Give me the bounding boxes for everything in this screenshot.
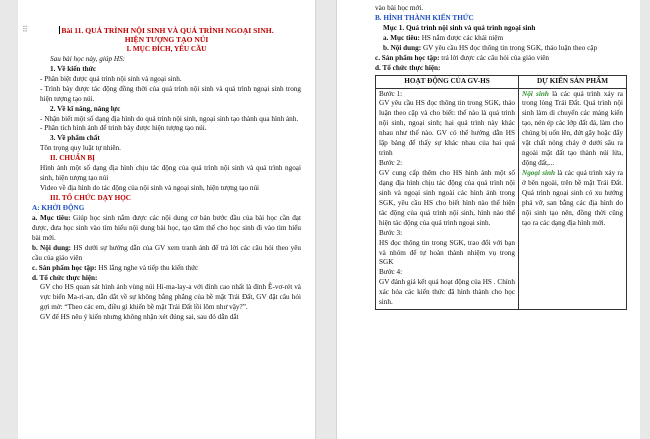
table-cell-line: Nội sinh là các quá trình xảy ra trong lòng Trái Đất. Quá trình nội sinh làm di chuyển các mảng kiến tạo, nén ép các lớp đất đá, làm cho chúng bị uốn lên, đứt gãy hoặc đẩy vật chất nóng chảy ở dưới sâu ra ngoài mặt đất tạo thành núi lửa, động đất,... xyxy=(522,89,623,168)
subheading: 3. Về phẩm chất xyxy=(50,134,100,143)
paragraph: GV để HS nêu ý kiến nhưng không nhận xét đúng sai, sau đó dẫn dắt xyxy=(40,313,239,322)
paragraph: b. Nội dung: GV yêu cầu HS đọc thông tin trong SGK, thảo luận theo cặp xyxy=(383,43,598,52)
table-cell-line: Bước 2: xyxy=(379,159,403,168)
drag-handle-icon[interactable]: ⠿ xyxy=(22,25,29,34)
table-cell-expected-product xyxy=(519,88,627,310)
paragraph: c. Sản phẩm học tập: HS lắng nghe và tiếp thu kiến thức xyxy=(32,263,199,272)
table-header-cell: HOẠT ĐỘNG CỦA GV-HS xyxy=(376,75,519,88)
table-cell-line: Ngoại sinh là các quá trình xảy ra ở bên ngoài, trên bề mặt Trái Đất. Quá trình ngoại sinh có xu hướng phá vỡ, san bằng các địa hình do nội sinh tạo nên, đồng thời cũng tạo ra các dạng địa hình mới. xyxy=(522,169,623,227)
paragraph: a. Mục tiêu: Giúp học sinh nắm được các nội dung cơ bản bước đầu của bài học cần đạt được, đưa học sinh vào tìm hiểu nội dung bài học, tạo tâm thế cho học sinh đi vào tìm hiểu bài mới. xyxy=(32,213,301,242)
table-row xyxy=(376,88,627,310)
paragraph: vào bài học mới. xyxy=(375,4,424,12)
table-cell-line: Bước 3: xyxy=(379,228,403,237)
paragraph: d. Tổ chức thực hiện: xyxy=(32,273,98,282)
paragraph: Hình ảnh một số dạng địa hình chịu tác động của quá trình nội sinh và quá trình ngoại sinh, hiện tượng tạo núi xyxy=(40,164,301,183)
section-heading: B. HÌNH THÀNH KIẾN THỨC xyxy=(375,13,474,22)
table-cell-line: Bước 4: xyxy=(379,268,403,277)
table-header-row xyxy=(376,75,627,88)
table-cell-line: HS đọc thông tin trong SGK, trao đổi với bạn và nhóm để tự hoàn thành nhiệm vụ trong SGK xyxy=(379,238,515,267)
subheading: 2. Về kĩ năng, năng lực xyxy=(50,104,121,113)
table-cell-activity xyxy=(376,88,519,310)
section-heading: III. TỔ CHỨC DẠY HỌC xyxy=(50,194,131,203)
subheading: Mục 1. Quá trình nội sinh và quá trình ngoại sinh xyxy=(383,23,536,32)
subheading: 1. Về kiến thức xyxy=(50,64,97,73)
section-heading: A: KHỞI ĐỘNG xyxy=(32,203,85,212)
activity-table xyxy=(375,75,627,311)
paragraph: - Nhận biết một số dạng địa hình do quá trình nội sinh, ngoại sinh tạo thành qua hình ảnh. xyxy=(40,114,299,123)
paragraph: c. Sản phẩm học tập: trả lời được các câu hỏi của giáo viên xyxy=(375,53,549,62)
table-cell-line: GV cung cấp thêm cho HS hình ảnh một số dạng địa hình chịu tác động của quá trình nội sinh và ngoại sinh ngoài các hình ảnh trong SGK, yêu cầu HS cho biết hình nào thể hiện tác động của quá trình nội sinh, hình nào thể hiện tác động của quá trình ngoại sinh. xyxy=(379,169,515,227)
section-heading: I. MỤC ĐÍCH, YÊU CẦU xyxy=(126,44,207,53)
table-header-cell: DỰ KIẾN SẢN PHẨM xyxy=(519,75,627,88)
section-heading: II. CHUẨN BỊ xyxy=(50,154,95,163)
paragraph: Sau bài học này, giúp HS: xyxy=(50,54,126,63)
paragraph: b. Nội dung: HS dưới sự hướng dẫn của GV xem tranh ảnh để trả lời các câu hỏi theo yêu cầu của giáo viên xyxy=(32,243,301,262)
paragraph: GV cho HS quan sát hình ảnh vùng núi Hi-ma-lay-a với đỉnh cao nhất là đỉnh Ê-vơ-rét và vực biển Ma-ri-an, dẫn dắt về sự không bằng phẳng của bề mặt Trái Đất, GV đặt câu hỏi gợi mở: “Theo các em, điều gì khiến bề mặt Trái Đất lồi lõm như vậy?”. xyxy=(40,283,301,312)
table-cell-line: Bước 1: xyxy=(379,89,403,98)
paragraph: - Phân biệt được quá trình nội sinh và ngoại sinh. xyxy=(40,74,182,83)
paragraph: - Trình bày được tác động đồng thời của quá trình nội sinh và quá trình ngoại sinh trong hiện tượng tạo núi. xyxy=(40,84,301,103)
paragraph: - Phân tích hình ảnh để trình bày được hiện tượng tạo núi. xyxy=(40,124,207,133)
table-cell-line: GV yêu cầu HS đọc thông tin trong SGK, thảo luận theo cặp và cho biết: thế nào là quá trình nội sinh, ngoại sinh; hai quá trình này khác nhau như thế nào. GV có thể hướng dẫn HS lập bảng để thấy sự khác nhau của hai quá trình xyxy=(379,99,515,158)
document-page-left xyxy=(18,0,316,439)
lesson-title: Bài 11. QUÁ TRÌNH NỘI SINH VÀ QUÁ TRÌNH NGOẠI SINH. HIỆN TƯỢNG TẠO NÚI xyxy=(61,26,274,45)
paragraph: Video về địa hình do tác động của nội sinh và ngoại sinh, hiện tượng tạo núi xyxy=(40,184,260,193)
paragraph: Tôn trọng quy luật tự nhiên. xyxy=(40,144,121,153)
paragraph: a. Mục tiêu: HS nắm được các khái niệm xyxy=(383,33,504,42)
paragraph: d. Tổ chức thực hiện: xyxy=(375,63,441,72)
table-cell-line: GV đánh giá kết quả hoạt động của HS . Chính xác hóa các kiến thức đã hình thành cho học sinh. xyxy=(379,278,515,307)
document-page-right xyxy=(336,0,640,439)
